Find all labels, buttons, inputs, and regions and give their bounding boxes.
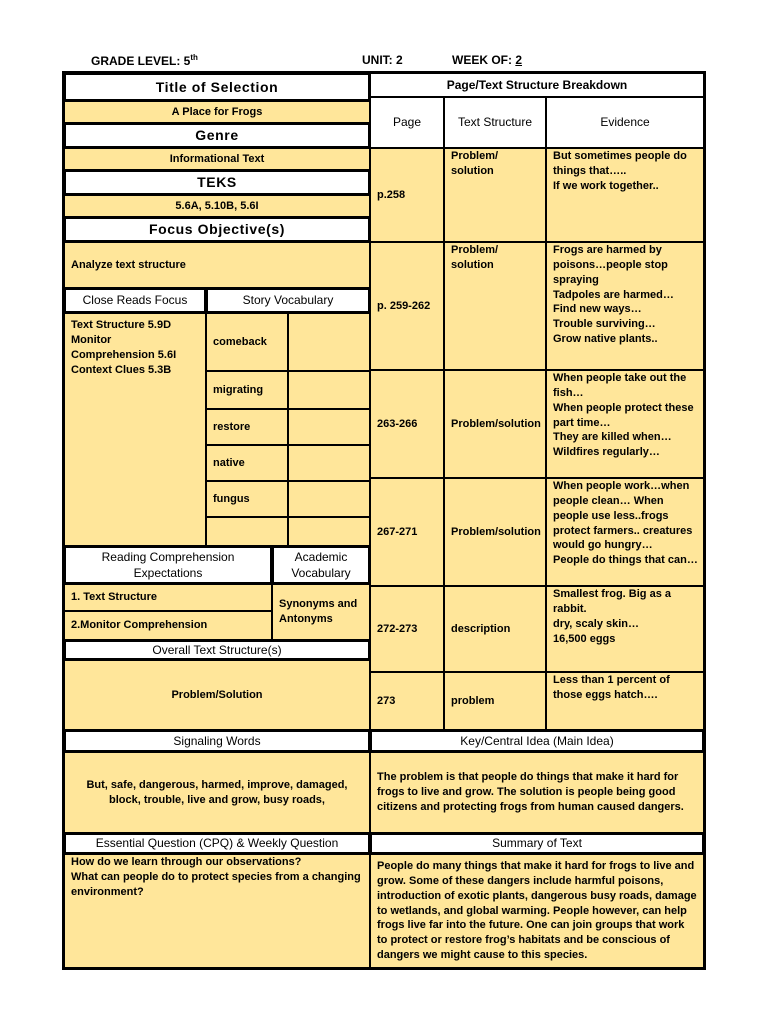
row-evidence: When people take out the fish… When people protect these part time… They are killed when… Wildfires regularly…: [546, 370, 704, 478]
key-idea-value: The problem is that people do things that make it hard for frogs to live and grow. The solution is people being good citizens and protecting frogs from human caused dangers.: [370, 752, 704, 833]
genre-heading: Genre: [64, 123, 370, 148]
close-reads-list: [64, 313, 206, 546]
overall-heading: Overall Text Structure(s): [64, 640, 370, 660]
title-value: A Place for Frogs: [64, 101, 370, 123]
genre-value: Informational Text: [64, 148, 370, 170]
breakdown-heading: Page/Text Structure Breakdown: [370, 73, 704, 97]
col-evidence-heading: Evidence: [546, 97, 704, 148]
overall-value: Problem/Solution: [64, 660, 370, 730]
row-structure: Problem/ solution: [444, 242, 546, 370]
row-evidence: When people work…when people clean… When people use less..frogs protect farmers.. creatures would go hungry… People do things that can…: [546, 478, 704, 586]
focus-heading: Focus Objective(s): [64, 217, 370, 242]
unit: UNIT: 2: [362, 53, 403, 67]
row-structure: Problem/ solution: [444, 148, 546, 242]
vocab-word: restore: [206, 409, 288, 445]
academic-vocab-heading: Academic Vocabulary: [272, 546, 370, 584]
row-page: 267-271: [370, 478, 444, 586]
rce-item: 1. Text Structure: [64, 584, 272, 611]
grade-level: GRADE LEVEL: 5th: [91, 53, 198, 68]
summary-heading: Summary of Text: [370, 833, 704, 854]
row-structure: Problem/solution: [444, 478, 546, 586]
close-reads-item: Text Structure 5.9D: [71, 319, 172, 331]
row-page: 263-266: [370, 370, 444, 478]
vocab-word: native: [206, 445, 288, 481]
teks-heading: TEKS: [64, 170, 370, 195]
vocab-word: comeback: [206, 313, 288, 371]
row-evidence: Smallest frog. Big as a rabbit. dry, scaly skin… 16,500 eggs: [546, 586, 704, 672]
vocab-blank: [288, 313, 370, 371]
rce-heading: Reading Comprehension Expectations: [64, 546, 272, 584]
row-evidence: But sometimes people do things that….. If we work together..: [546, 148, 704, 242]
row-page: p. 259-262: [370, 242, 444, 370]
vocab-word: [206, 517, 288, 546]
vocab-blank: [288, 371, 370, 409]
row-page: p.258: [370, 148, 444, 242]
row-structure: Problem/solution: [444, 370, 546, 478]
vocab-blank: [288, 481, 370, 517]
week-of: WEEK OF: 2: [452, 53, 523, 67]
vocab-blank: [288, 409, 370, 445]
vocab-word: fungus: [206, 481, 288, 517]
row-structure: problem: [444, 672, 546, 730]
row-structure: description: [444, 586, 546, 672]
vocab-word: migrating: [206, 371, 288, 409]
eq-value: How do we learn through our observations? What can people do to protect species from a changing environment?: [64, 854, 370, 968]
vocab-blank: [288, 517, 370, 546]
eq-heading: Essential Question (CPQ) & Weekly Question: [64, 833, 370, 854]
close-reads-item: Comprehension 5.6I: [71, 348, 177, 361]
rce-item: 2.Monitor Comprehension: [64, 611, 272, 640]
academic-vocab-value: Synonyms and Antonyms: [272, 584, 370, 640]
row-page: 273: [370, 672, 444, 730]
close-reads-item: Monitor: [71, 333, 112, 346]
col-structure-heading: Text Structure: [444, 97, 546, 148]
row-page: 272-273: [370, 586, 444, 672]
story-vocab-heading: Story Vocabulary: [206, 288, 370, 313]
vocab-blank: [288, 445, 370, 481]
key-idea-heading: Key/Central Idea (Main Idea): [370, 730, 704, 752]
title-heading: Title of Selection: [64, 73, 370, 101]
close-reads-heading: Close Reads Focus: [64, 288, 206, 313]
focus-value: Analyze text structure: [64, 242, 370, 288]
signaling-value: But, safe, dangerous, harmed, improve, damaged, block, trouble, live and grow, busy roads,: [64, 752, 370, 833]
signaling-heading: Signaling Words: [64, 730, 370, 752]
teks-value: 5.6A, 5.10B, 5.6I: [64, 195, 370, 217]
row-evidence: Less than 1 percent of those eggs hatch….: [546, 672, 704, 730]
row-evidence: Frogs are harmed by poisons…people stop spraying Tadpoles are harmed… Find new ways… Trouble surviving… Grow native plants..: [546, 242, 704, 370]
summary-value: People do many things that make it hard for frogs to live and grow. Some of these dangers include harmful poisons, introduction of exotic plants, dangerous busy roads, damage to wetlands, and global warming. People however, can help frogs live far into the future. One can join groups that work to protect or restore frog’s habitats and be conscious of dangers we might cause to this species.: [370, 854, 704, 968]
col-page-heading: Page: [370, 97, 444, 148]
close-reads-item: Context Clues 5.3B: [71, 363, 172, 376]
